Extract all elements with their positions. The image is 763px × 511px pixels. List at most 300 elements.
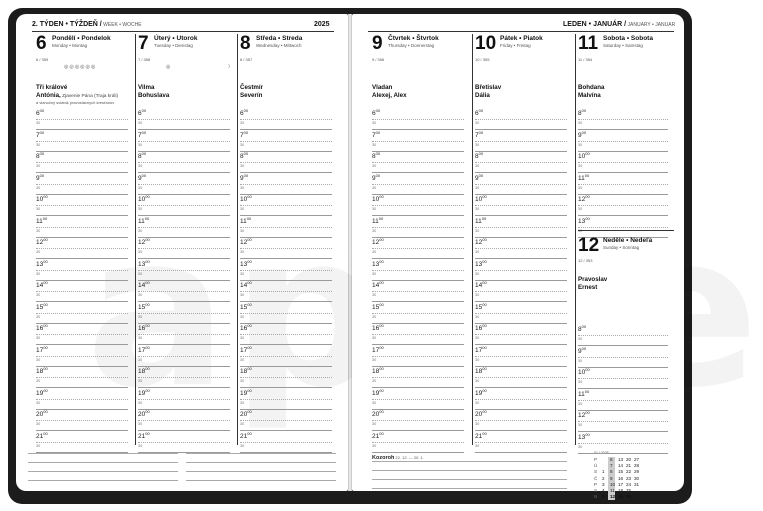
hour-label: [138, 259, 150, 268]
half-hour-rule: [138, 377, 230, 378]
half-hour-rule: [578, 443, 668, 444]
minutes-value: 00: [141, 108, 147, 113]
half-hour-rule: [36, 248, 128, 249]
half-hour-rule: [36, 420, 128, 421]
calendar-day: 27: [634, 457, 640, 462]
half-hour-label: 30: [475, 379, 480, 383]
hour-row[interactable]: [475, 259, 567, 281]
half-hour-rule: [138, 420, 230, 421]
note-line: [372, 479, 567, 480]
hour-row[interactable]: [36, 323, 128, 345]
half-hour-label: 30: [578, 401, 583, 406]
half-hour-rule: [578, 335, 668, 336]
hour-value: 19: [138, 389, 146, 397]
hour-label: [138, 130, 146, 139]
left-page: [16, 14, 348, 491]
minutes-value: 00: [43, 280, 48, 285]
hour-row[interactable]: [240, 431, 332, 453]
note-line: [28, 480, 178, 481]
hour-row[interactable]: [36, 302, 128, 324]
hour-row[interactable]: [578, 346, 668, 368]
half-hour-label: 30: [240, 422, 245, 426]
hour-value: 8: [475, 153, 479, 160]
half-hour-label: 30: [240, 271, 245, 276]
half-hour-rule: [240, 184, 332, 185]
day-of-year: 9 / 356: [372, 57, 385, 62]
hour-row[interactable]: [372, 280, 464, 302]
calendar-day: 3: [602, 481, 605, 487]
minutes-value: 00: [247, 280, 252, 285]
minutes-value: 00: [145, 258, 150, 264]
day-name: Neděle • Nedeľa: [603, 237, 653, 244]
calendar-day: 30: [634, 475, 640, 481]
hour-row[interactable]: [36, 366, 128, 388]
hour-row[interactable]: [240, 409, 332, 431]
half-hour-rule: [240, 356, 332, 357]
hour-label: [578, 367, 590, 376]
calendar-day: 11: [610, 488, 615, 493]
half-hour-label: 30: [240, 185, 245, 190]
hour-label: [138, 108, 146, 117]
half-hour-label: 30: [372, 207, 377, 211]
half-hour-label: 30: [475, 228, 480, 233]
note-line: [28, 453, 178, 454]
half-hour-rule: [475, 141, 567, 142]
hour-label: [36, 216, 47, 225]
hour-row[interactable]: [475, 388, 567, 410]
hour-row[interactable]: [372, 194, 464, 216]
half-hour-rule: [578, 141, 668, 142]
hour-row[interactable]: [475, 323, 567, 345]
holiday-note: Zjavenie Pána (Traja králi): [60, 94, 119, 99]
hour-value: 9: [372, 174, 376, 182]
hour-row[interactable]: [372, 431, 464, 453]
half-hour-label: 30: [372, 357, 377, 362]
half-hour-label: 30: [475, 185, 480, 190]
calendar-day: 29: [634, 469, 640, 475]
hour-label: [578, 346, 586, 355]
header-rule: [32, 31, 334, 32]
hour-row[interactable]: [475, 366, 567, 388]
minutes-value: 00: [482, 194, 487, 199]
hour-value: 16: [138, 325, 146, 332]
hour-row[interactable]: [240, 302, 332, 324]
minutes-value: 00: [247, 258, 252, 264]
half-hour-label: 30: [578, 142, 583, 147]
hour-row[interactable]: [138, 388, 230, 410]
hour-label: [475, 431, 487, 440]
calendar-day: 8: [610, 469, 613, 475]
half-hour-label: 30: [578, 423, 583, 427]
half-hour-label: 30: [138, 400, 143, 405]
hour-row[interactable]: [475, 173, 567, 195]
name-day: Vilma: [138, 84, 155, 91]
hour-row[interactable]: [578, 151, 668, 173]
day-number: 8: [240, 33, 251, 54]
hour-row[interactable]: [372, 409, 464, 431]
calendar-day: 21: [626, 463, 632, 469]
half-hour-rule: [240, 141, 332, 142]
hour-row[interactable]: [240, 108, 332, 130]
minutes-value: 00: [247, 387, 252, 393]
hour-row[interactable]: [138, 280, 230, 302]
half-hour-rule: [578, 357, 668, 358]
column-divider: [472, 34, 473, 445]
day-number: 10: [475, 33, 497, 54]
note-line: [186, 462, 336, 463]
hour-row[interactable]: [36, 431, 128, 453]
hour-row[interactable]: [475, 431, 567, 453]
hour-label: [578, 173, 589, 182]
half-hour-label: 30: [240, 228, 245, 233]
hour-row[interactable]: [138, 259, 230, 281]
hour-row[interactable]: [36, 216, 128, 238]
hour-label: [138, 280, 150, 289]
hour-row[interactable]: [372, 151, 464, 173]
hour-value: 17: [138, 346, 146, 354]
minutes-value: 00: [379, 409, 384, 414]
column-divider: [135, 34, 136, 445]
hour-label: [372, 409, 384, 418]
hour-row[interactable]: [475, 345, 567, 367]
half-hour-label: 30: [138, 207, 143, 211]
hour-row[interactable]: [138, 108, 230, 130]
hour-row[interactable]: [36, 173, 128, 195]
hour-row[interactable]: [372, 130, 464, 152]
minutes-value: 00: [585, 367, 590, 372]
hour-row[interactable]: [578, 130, 668, 152]
day-name-foreign: Sunday • Sonntag: [603, 245, 640, 250]
hour-label: [138, 366, 150, 375]
half-hour-rule: [475, 420, 567, 421]
hour-row[interactable]: [36, 108, 128, 130]
hour-value: 11: [138, 217, 145, 225]
hour-label: [475, 194, 487, 203]
hour-row[interactable]: [475, 409, 567, 431]
calendar-day: 6: [610, 457, 613, 462]
hour-value: 6: [240, 110, 244, 117]
hour-label: [36, 280, 48, 289]
day-name: Úterý • Utorok: [154, 35, 198, 42]
minutes-value: 00: [584, 388, 590, 394]
hour-row[interactable]: [475, 237, 567, 259]
half-hour-label: 30: [475, 400, 480, 405]
half-hour-rule: [138, 184, 230, 185]
hour-row[interactable]: [372, 259, 464, 281]
hour-value: 6: [138, 110, 142, 117]
minutes-value: 00: [39, 151, 45, 156]
hour-row[interactable]: [138, 366, 230, 388]
half-hour-rule: [138, 227, 230, 228]
half-hour-label: 30: [372, 250, 377, 254]
day-name-foreign: Wednesday • Mittwoch: [256, 43, 302, 48]
hour-row[interactable]: [240, 366, 332, 388]
hour-row[interactable]: [138, 345, 230, 367]
hour-row[interactable]: [475, 302, 567, 324]
hour-row[interactable]: [578, 432, 668, 454]
minutes-value: 00: [581, 108, 587, 113]
hour-label: [138, 216, 149, 225]
hour-row[interactable]: [578, 173, 668, 195]
weekday-letter: P: [594, 481, 598, 487]
hour-row[interactable]: [578, 389, 668, 411]
half-hour-label: 30: [138, 336, 143, 340]
half-hour-rule: [475, 377, 567, 378]
hour-row[interactable]: [138, 151, 230, 173]
minutes-value: 00: [581, 324, 587, 329]
minutes-value: 00: [43, 387, 48, 393]
hour-row[interactable]: [240, 130, 332, 152]
half-hour-label: 30: [36, 357, 41, 362]
hour-row[interactable]: [578, 108, 668, 130]
half-hour-rule: [36, 377, 128, 378]
hour-row[interactable]: [372, 323, 464, 345]
hour-label: [475, 280, 487, 289]
minutes-value: 00: [247, 301, 252, 307]
hour-row[interactable]: [240, 388, 332, 410]
hour-label: [372, 431, 384, 440]
half-hour-rule: [372, 227, 464, 228]
hour-label: [138, 237, 150, 246]
mini-calendar-row: [594, 469, 642, 474]
minutes-value: 00: [39, 129, 45, 135]
hour-row[interactable]: [240, 216, 332, 238]
hour-label: [475, 366, 487, 375]
hour-row[interactable]: [36, 280, 128, 302]
minutes-value: 00: [375, 172, 381, 178]
hour-row[interactable]: [240, 237, 332, 259]
hour-label: [578, 194, 590, 203]
hour-label: [372, 366, 384, 375]
hour-row[interactable]: [372, 302, 464, 324]
hour-row[interactable]: [36, 237, 128, 259]
half-hour-rule: [36, 184, 128, 185]
hour-label: [36, 151, 44, 160]
hour-value: 12: [578, 412, 586, 419]
hour-label: [372, 237, 384, 246]
hour-value: 18: [475, 368, 483, 375]
hour-label: [240, 345, 252, 354]
half-hour-label: 30: [240, 357, 245, 362]
half-hour-rule: [578, 227, 668, 228]
hour-label: [138, 345, 150, 354]
minutes-value: 00: [243, 108, 249, 113]
hour-row[interactable]: [240, 194, 332, 216]
calendar-day: 17: [618, 481, 624, 487]
mini-calendar-row: [594, 463, 642, 468]
hour-value: 18: [138, 368, 146, 375]
calendar-day: 24: [626, 481, 632, 487]
holiday-note: a vianočný sviatok pravoslávnych kresťanov: [36, 100, 115, 105]
hour-row[interactable]: [138, 194, 230, 216]
half-hour-label: 30: [578, 164, 583, 168]
sunday-section: [578, 230, 674, 314]
hour-row[interactable]: [475, 194, 567, 216]
calendar-day: 10: [610, 481, 616, 487]
minutes-value: 00: [478, 151, 484, 156]
note-line: [372, 470, 567, 471]
half-hour-rule: [372, 356, 464, 357]
name-day: Vladan: [372, 84, 393, 91]
day-name: Pondělí • Pondelok: [52, 35, 111, 42]
hour-row[interactable]: [138, 237, 230, 259]
hour-row[interactable]: [475, 151, 567, 173]
minutes-value: 00: [145, 301, 150, 307]
weekday-letter: P: [594, 457, 598, 462]
hour-row[interactable]: [36, 388, 128, 410]
half-hour-rule: [475, 270, 567, 271]
hour-row[interactable]: [372, 108, 464, 130]
hour-label: [578, 410, 590, 419]
hour-value: 20: [36, 411, 44, 418]
half-hour-label: 30: [372, 379, 377, 383]
name-day-value: Malvína: [578, 92, 601, 99]
minutes-value: 00: [145, 344, 150, 350]
hour-row[interactable]: [372, 388, 464, 410]
hour-label: [372, 259, 384, 268]
hour-value: 8: [578, 326, 582, 333]
minutes-value: 00: [478, 108, 484, 113]
minutes-value: 00: [379, 430, 384, 436]
hour-row[interactable]: [138, 130, 230, 152]
hour-row[interactable]: [138, 216, 230, 238]
hour-row[interactable]: [578, 324, 668, 346]
half-hour-label: 30: [36, 121, 41, 125]
hour-row[interactable]: [240, 323, 332, 345]
half-hour-rule: [372, 205, 464, 206]
half-hour-rule: [240, 291, 332, 292]
hour-row[interactable]: [36, 194, 128, 216]
hour-value: 12: [240, 239, 248, 246]
half-hour-rule: [138, 119, 230, 120]
hour-row[interactable]: [240, 280, 332, 302]
calendar-day: 7: [610, 463, 613, 469]
name-day: Čestmír: [240, 84, 264, 91]
hour-label: [475, 345, 487, 354]
half-hour-label: 30: [240, 293, 245, 297]
half-hour-rule: [578, 162, 668, 163]
hour-value: 17: [36, 346, 44, 354]
calendar-day: 23: [626, 475, 632, 481]
hour-row[interactable]: [240, 173, 332, 195]
name-day: [372, 92, 407, 99]
hour-row[interactable]: [372, 366, 464, 388]
hour-value: 10: [578, 369, 586, 376]
week-title: 2. TÝDEN • TÝŽDEŇ /: [32, 21, 102, 28]
hour-row[interactable]: [138, 173, 230, 195]
hour-row[interactable]: [36, 345, 128, 367]
hour-value: 8: [36, 153, 40, 160]
hour-row[interactable]: [578, 367, 668, 389]
hour-label: [372, 388, 384, 397]
note-line: [186, 453, 336, 454]
hour-row[interactable]: [240, 151, 332, 173]
hour-row[interactable]: [240, 259, 332, 281]
name-day-value: Alexej, Alex: [372, 92, 407, 99]
minutes-value: 00: [39, 172, 45, 178]
hour-row[interactable]: [36, 409, 128, 431]
hour-value: 11: [36, 217, 43, 225]
hour-label: [36, 194, 48, 203]
hour-value: 6: [372, 110, 376, 117]
hour-row[interactable]: [372, 216, 464, 238]
moon-phase-icon: ☽: [226, 64, 232, 70]
hour-value: 17: [240, 346, 248, 354]
hour-value: 13: [36, 260, 44, 268]
half-hour-label: 30: [36, 185, 41, 190]
hour-row[interactable]: [578, 194, 668, 216]
hour-row[interactable]: [36, 130, 128, 152]
hour-row[interactable]: [475, 280, 567, 302]
hour-value: 21: [372, 432, 380, 440]
moon-phase-icon: ◎◎◎◎◎◎: [64, 64, 97, 70]
hour-value: 15: [475, 303, 483, 311]
hour-row[interactable]: [138, 302, 230, 324]
hour-row[interactable]: [475, 216, 567, 238]
hour-row[interactable]: [36, 151, 128, 173]
day-of-year: 10 / 355: [475, 57, 490, 62]
hour-row[interactable]: [475, 130, 567, 152]
name-day-value: Severín: [240, 92, 263, 99]
hour-label: [138, 323, 150, 332]
minutes-value: 00: [43, 409, 48, 414]
hour-row[interactable]: [475, 108, 567, 130]
hour-row[interactable]: [138, 431, 230, 453]
half-hour-label: 30: [240, 443, 245, 448]
half-hour-rule: [240, 334, 332, 335]
hour-row[interactable]: [240, 345, 332, 367]
minutes-value: 00: [145, 430, 150, 436]
name-day: [240, 92, 262, 99]
hour-row[interactable]: [372, 173, 464, 195]
hour-row[interactable]: [372, 237, 464, 259]
half-hour-label: 30: [578, 185, 583, 190]
month-title: LEDEN • JANUÁR /: [563, 21, 627, 28]
weekday-letter: N: [594, 494, 598, 500]
half-hour-label: 30: [138, 293, 143, 297]
minutes-value: 00: [43, 258, 48, 264]
half-hour-rule: [372, 141, 464, 142]
weekday-letter: Ú: [594, 463, 598, 469]
hour-value: 9: [475, 174, 479, 182]
hour-label: [36, 108, 44, 117]
hour-label: [475, 409, 487, 418]
minutes-value: 00: [379, 194, 384, 199]
hour-value: 9: [578, 347, 582, 355]
half-hour-rule: [36, 442, 128, 443]
minutes-value: 00: [482, 237, 487, 242]
hour-label: [240, 216, 251, 225]
hour-row[interactable]: [372, 345, 464, 367]
name-day: Ernest: [578, 284, 598, 291]
hour-row[interactable]: [36, 259, 128, 281]
hour-row[interactable]: [138, 409, 230, 431]
hour-value: 14: [138, 282, 146, 289]
hour-row[interactable]: [138, 323, 230, 345]
half-hour-label: 30: [240, 142, 245, 147]
hour-label: [138, 388, 150, 397]
minutes-value: 00: [379, 301, 384, 307]
half-hour-rule: [36, 291, 128, 292]
minutes-value: 00: [379, 366, 384, 371]
name-day: Pravoslav: [578, 276, 608, 283]
hour-value: 14: [36, 282, 44, 289]
hour-label: [372, 345, 384, 354]
hour-row[interactable]: [578, 410, 668, 432]
hour-label: [240, 151, 248, 160]
minutes-value: 00: [43, 344, 48, 350]
hour-value: 16: [240, 325, 248, 332]
